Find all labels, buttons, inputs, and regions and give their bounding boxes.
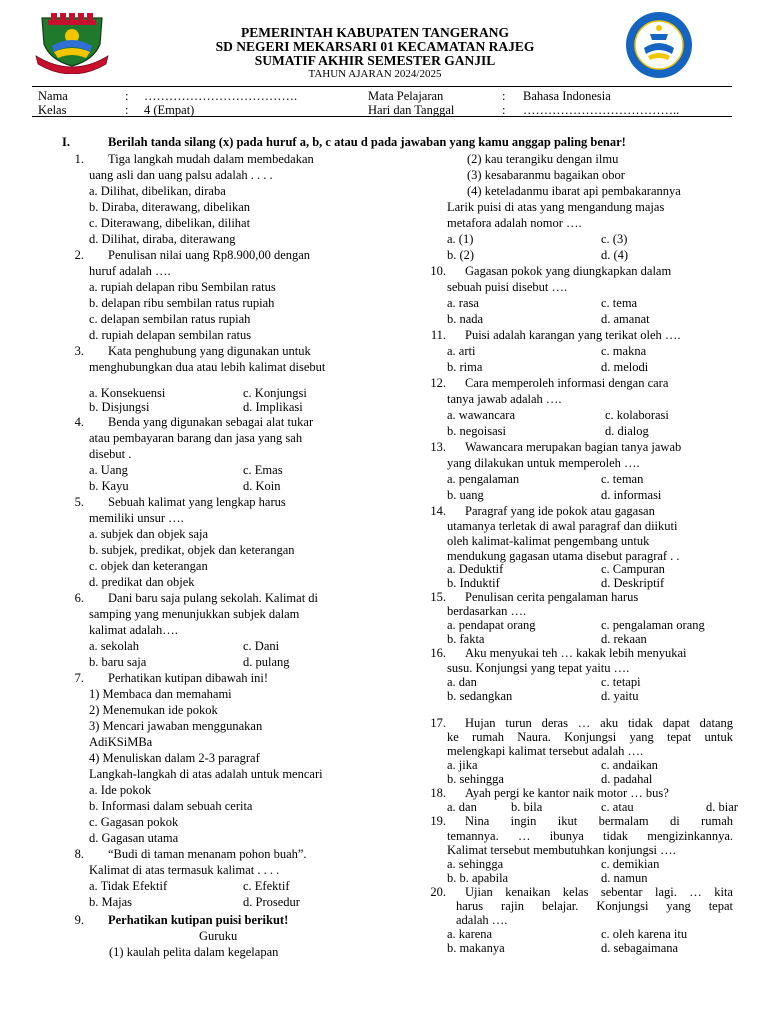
answer-option[interactable]: d. rekaan bbox=[601, 632, 647, 646]
question-number: 12. bbox=[430, 376, 446, 390]
question-text: Perhatikan kutipan dibawah ini! bbox=[108, 671, 269, 685]
answer-option[interactable]: b. Majas bbox=[89, 895, 133, 909]
question-line: 4) Menuliskan dalam 2-3 paragraf bbox=[89, 751, 260, 765]
answer-option[interactable]: d. pulang bbox=[243, 655, 290, 669]
answer-option[interactable]: c. andaikan bbox=[601, 758, 658, 772]
answer-option[interactable]: d. namun bbox=[601, 871, 648, 885]
question-text: Ayah pergi ke kantor naik motor … bus? bbox=[465, 786, 669, 800]
question-number: 1. bbox=[74, 152, 84, 166]
answer-option[interactable]: b. Disjungsi bbox=[89, 400, 150, 414]
question-line: Langkah-langkah di atas adalah untuk mencari bbox=[89, 767, 323, 781]
question-text: Puisi adalah karangan yang terikat oleh …. bbox=[465, 328, 681, 342]
question-text: Perhatikan kutipan puisi berikut! bbox=[108, 913, 289, 927]
question-line: b. subjek, predikat, objek dan keterangan bbox=[89, 543, 295, 557]
question-line: kalimat adalah…. bbox=[89, 623, 178, 637]
question-text: Wawancara merupakan bagian tanya jawab bbox=[465, 440, 682, 454]
section-instruction: Berilah tanda silang (x) pada huruf a, b, c atau d pada jawaban yang kamu anggap paling benar! bbox=[108, 135, 626, 149]
question-text: Penulisan nilai uang Rp8.900,00 dengan bbox=[108, 248, 311, 262]
answer-option[interactable]: a. pengalaman bbox=[447, 472, 520, 486]
answer-option[interactable]: a. Uang bbox=[89, 463, 128, 477]
question-line: Kalimat di atas termasuk kalimat . . . . bbox=[89, 863, 280, 877]
question-line: sebuah puisi disebut …. bbox=[447, 280, 568, 294]
answer-option[interactable]: d. Implikasi bbox=[243, 400, 303, 414]
question-line: c. Gagasan pokok bbox=[89, 815, 179, 829]
question-line: disebut . bbox=[89, 447, 132, 461]
answer-option[interactable]: c. Efektif bbox=[243, 879, 290, 893]
answer-option[interactable]: c. oleh karena itu bbox=[601, 927, 688, 941]
answer-option[interactable]: c. Emas bbox=[243, 463, 283, 477]
question-line: 1) Membaca dan memahami bbox=[89, 687, 232, 701]
answer-option[interactable]: a. Konsekuensi bbox=[89, 386, 166, 400]
kelas-colon: : bbox=[125, 103, 129, 117]
question-line: ke rumah Naura. Konjungsi yang tepat untuk bbox=[447, 730, 733, 744]
question-line: AdiKSiMBa bbox=[89, 735, 153, 749]
question-line: menghubungkan dua atau lebih kalimat disebut bbox=[89, 360, 326, 374]
question-line: 2) Menemukan ide pokok bbox=[89, 703, 218, 717]
answer-option[interactable]: c. (3) bbox=[601, 232, 628, 246]
answer-option[interactable]: d. Koin bbox=[243, 479, 281, 493]
answer-option[interactable]: c. Dani bbox=[243, 639, 280, 653]
answer-option[interactable]: a. sehingga bbox=[447, 857, 504, 871]
question-line: Kalimat tersebut membutuhkan konjungsi …. bbox=[447, 843, 676, 857]
answer-option[interactable]: b. fakta bbox=[447, 632, 485, 646]
question-number: 10. bbox=[430, 264, 446, 278]
question-line: melengkapi kalimat tersebut adalah …. bbox=[447, 744, 644, 758]
nama-field[interactable]: ………………………………. bbox=[144, 89, 298, 103]
government-title: PEMERINTAH KABUPATEN TANGERANG bbox=[240, 25, 510, 40]
question-line: d. predikat dan objek bbox=[89, 575, 195, 589]
question-text: Penulisan cerita pengalaman harus bbox=[465, 590, 639, 604]
question-line: c. objek dan keterangan bbox=[89, 559, 208, 573]
question-text: “Budi di taman menanam pohon buah”. bbox=[108, 847, 307, 861]
question-line: c. Diterawang, dibelikan, dilihat bbox=[89, 216, 251, 230]
answer-option[interactable]: b. bila bbox=[511, 800, 543, 814]
question-line: a. Dilihat, dibelikan, diraba bbox=[89, 184, 226, 198]
question-text: Ujian kenaikan kelas sebentar lagi. … kita bbox=[465, 885, 733, 899]
question-text: Benda yang digunakan sebagai alat tukar bbox=[108, 415, 314, 429]
question-line: oleh kalimat-kalimat pengembang untuk bbox=[447, 534, 650, 548]
question-text: Hujan turun deras … aku tidak dapat datang bbox=[465, 716, 733, 730]
academic-year: TAHUN AJARAN 2024/2025 bbox=[308, 68, 442, 80]
hari-field[interactable]: ……………………………….. bbox=[523, 103, 680, 117]
question-number: 18. bbox=[430, 786, 446, 800]
tut-wuri-handayani-emblem-icon bbox=[624, 10, 694, 80]
question-number: 17. bbox=[430, 716, 446, 730]
answer-option[interactable]: d. Prosedur bbox=[243, 895, 300, 909]
question-text: Sebuah kalimat yang lengkap harus bbox=[108, 495, 286, 509]
answer-option[interactable]: b. nada bbox=[447, 312, 484, 326]
answer-option[interactable]: a. rasa bbox=[447, 296, 479, 310]
answer-option[interactable]: b. sehingga bbox=[447, 772, 504, 786]
question-text: Nina ingin ikut bermalam di rumah bbox=[465, 814, 733, 828]
question-line: uang asli dan uang palsu adalah . . . . bbox=[89, 168, 273, 182]
answer-option[interactable]: c. tema bbox=[601, 296, 638, 310]
answer-option[interactable]: c. atau bbox=[601, 800, 634, 814]
answer-option[interactable]: c. pengalaman orang bbox=[601, 618, 705, 632]
answer-option[interactable]: c. Konjungsi bbox=[243, 386, 307, 400]
answer-option[interactable]: a. (1) bbox=[447, 232, 474, 246]
answer-option[interactable]: d. yaitu bbox=[601, 689, 639, 703]
kelas-value: 4 (Empat) bbox=[144, 103, 195, 117]
question-line: yang dilakukan untuk memperoleh …. bbox=[447, 456, 640, 470]
mapel-label: Mata Pelajaran bbox=[368, 89, 444, 103]
question-line: b. delapan ribu sembilan ratus rupiah bbox=[89, 296, 275, 310]
question-text: Tiga langkah mudah dalam membedakan bbox=[108, 152, 314, 166]
answer-option[interactable]: d. biar bbox=[706, 800, 738, 814]
answer-option[interactable]: d. (4) bbox=[601, 248, 629, 262]
question-line: berdasarkan …. bbox=[447, 604, 527, 618]
question-number: 9. bbox=[74, 913, 84, 927]
question-line: a. Ide pokok bbox=[89, 783, 152, 797]
answer-option[interactable]: b. uang bbox=[447, 488, 484, 502]
school-title: SD NEGERI MEKARSARI 01 KECAMATAN RAJEG bbox=[215, 39, 535, 54]
answer-option[interactable]: d. melodi bbox=[601, 360, 649, 374]
question-line: c. delapan sembilan ratus rupiah bbox=[89, 312, 251, 326]
answer-option[interactable]: d. Deskriptif bbox=[601, 576, 665, 590]
question-number: 7. bbox=[74, 671, 84, 685]
question-line: susu. Konjungsi yang tepat yaitu …. bbox=[447, 661, 630, 675]
question-text: Dani baru saja pulang sekolah. Kalimat di bbox=[108, 591, 319, 605]
question-line: a. subjek dan objek saja bbox=[89, 527, 209, 541]
student-info-box bbox=[32, 86, 732, 117]
question-text: Paragraf yang ide pokok atau gagasan bbox=[465, 504, 655, 518]
question-text: Gagasan pokok yang diungkapkan dalam bbox=[465, 264, 672, 278]
question-number: 19. bbox=[430, 814, 446, 828]
document-header bbox=[0, 0, 768, 86]
question-line: temannya. … ibunya tidak mengizinkannya. bbox=[447, 829, 733, 843]
mapel-value: Bahasa Indonesia bbox=[523, 89, 611, 103]
answer-option[interactable]: a. pendapat orang bbox=[447, 618, 536, 632]
question-number: 14. bbox=[430, 504, 446, 518]
answer-option[interactable]: a. dan bbox=[447, 800, 477, 814]
answer-option[interactable]: c. makna bbox=[601, 344, 647, 358]
question-text: Aku menyukai teh … kakak lebih menyukai bbox=[465, 646, 687, 660]
question-line: Guruku bbox=[199, 929, 238, 943]
question-number: 11. bbox=[430, 328, 446, 342]
answer-option[interactable]: b. makanya bbox=[447, 941, 505, 955]
question-text: Kata penghubung yang digunakan untuk bbox=[108, 344, 311, 358]
answer-option[interactable]: c. demikian bbox=[601, 857, 660, 871]
answer-option[interactable]: c. Campuran bbox=[601, 562, 665, 576]
kelas-label: Kelas bbox=[38, 103, 67, 117]
answer-option[interactable]: a. karena bbox=[447, 927, 493, 941]
question-line: d. rupiah delapan sembilan ratus bbox=[89, 328, 252, 342]
question-line: d. Gagasan utama bbox=[89, 831, 179, 845]
question-line: a. rupiah delapan ribu Sembilan ratus bbox=[89, 280, 276, 294]
question-line: (3) kesabaranmu bagaikan obor bbox=[467, 168, 625, 182]
question-line: mendukung gagasan utama disebut paragraf . . bbox=[447, 549, 680, 563]
question-number: 13. bbox=[430, 440, 446, 454]
answer-option[interactable]: b. sedangkan bbox=[447, 689, 513, 703]
question-line: huruf adalah …. bbox=[89, 264, 171, 278]
answer-option[interactable]: d. sebagaimana bbox=[601, 941, 679, 955]
answer-option[interactable]: b. negoisasi bbox=[447, 424, 507, 438]
tangerang-regency-emblem-icon bbox=[34, 12, 110, 74]
section-number: I. bbox=[62, 135, 70, 149]
mapel-colon: : bbox=[502, 89, 506, 103]
question-line: d. Dilihat, diraba, diterawang bbox=[89, 232, 236, 246]
answer-option[interactable]: d. informasi bbox=[601, 488, 662, 502]
question-number: 8. bbox=[74, 847, 84, 861]
answer-option[interactable]: d. amanat bbox=[601, 312, 650, 326]
nama-label: Nama bbox=[38, 89, 68, 103]
answer-option[interactable]: b. Induktif bbox=[447, 576, 500, 590]
answer-option[interactable]: b. rima bbox=[447, 360, 483, 374]
answer-option[interactable]: a. Deduktif bbox=[447, 562, 504, 576]
question-line: atau pembayaran barang dan jasa yang sah bbox=[89, 431, 303, 445]
question-line: harus rajin belajar. Konjungsi yang tepat bbox=[456, 899, 733, 913]
answer-option[interactable]: d. padahal bbox=[601, 772, 653, 786]
question-number: 6. bbox=[74, 591, 84, 605]
question-line: samping yang menunjukkan subjek dalam bbox=[89, 607, 300, 621]
question-line: b. Diraba, diterawang, dibelikan bbox=[89, 200, 251, 214]
answer-option[interactable]: d. dialog bbox=[605, 424, 649, 438]
hari-label: Hari dan Tanggal bbox=[368, 103, 455, 117]
nama-colon: : bbox=[125, 89, 129, 103]
exam-title: SUMATIF AKHIR SEMESTER GANJIL bbox=[254, 53, 496, 68]
question-line: adalah …. bbox=[456, 913, 508, 927]
question-line: metafora adalah nomor …. bbox=[447, 216, 582, 230]
answer-option[interactable]: a. wawancara bbox=[447, 408, 516, 422]
question-number: 16. bbox=[430, 646, 446, 660]
question-line: 3) Mencari jawaban menggunakan bbox=[89, 719, 263, 733]
answer-option[interactable]: b. baru saja bbox=[89, 655, 147, 669]
question-number: 4. bbox=[74, 415, 84, 429]
hari-colon: : bbox=[502, 103, 506, 117]
question-line: memiliki unsur …. bbox=[89, 511, 184, 525]
question-line: (1) kaulah pelita dalam kegelapan bbox=[109, 945, 279, 959]
answer-option[interactable]: a. Tidak Efektif bbox=[89, 879, 168, 893]
answer-option[interactable]: a. dan bbox=[447, 675, 477, 689]
answer-option[interactable]: a. jika bbox=[447, 758, 478, 772]
question-number: 3. bbox=[74, 344, 84, 358]
answer-option[interactable]: c. teman bbox=[601, 472, 644, 486]
answer-option[interactable]: a. sekolah bbox=[89, 639, 139, 653]
header-title-block bbox=[140, 26, 610, 81]
question-line: (4) keteladanmu ibarat api pembakarannya bbox=[467, 184, 681, 198]
answer-option[interactable]: b. Kayu bbox=[89, 479, 129, 493]
answer-option[interactable]: a. arti bbox=[447, 344, 476, 358]
answer-option[interactable]: b. b. apabila bbox=[447, 871, 509, 885]
question-line: b. Informasi dalam sebuah cerita bbox=[89, 799, 253, 813]
question-number: 20. bbox=[430, 885, 446, 899]
answer-option[interactable]: c. kolaborasi bbox=[605, 408, 669, 422]
question-line: (2) kau terangiku dengan ilmu bbox=[467, 152, 619, 166]
question-line: tanya jawab adalah …. bbox=[447, 392, 562, 406]
question-text: Cara memperoleh informasi dengan cara bbox=[465, 376, 669, 390]
question-line: utamanya terletak di awal paragraf dan diikuti bbox=[447, 519, 678, 533]
question-number: 15. bbox=[430, 590, 446, 604]
answer-option[interactable]: c. tetapi bbox=[601, 675, 641, 689]
answer-option[interactable]: b. (2) bbox=[447, 248, 475, 262]
question-number: 2. bbox=[74, 248, 84, 262]
question-number: 5. bbox=[74, 495, 84, 509]
question-line: Larik puisi di atas yang mengandung majas bbox=[447, 200, 665, 214]
